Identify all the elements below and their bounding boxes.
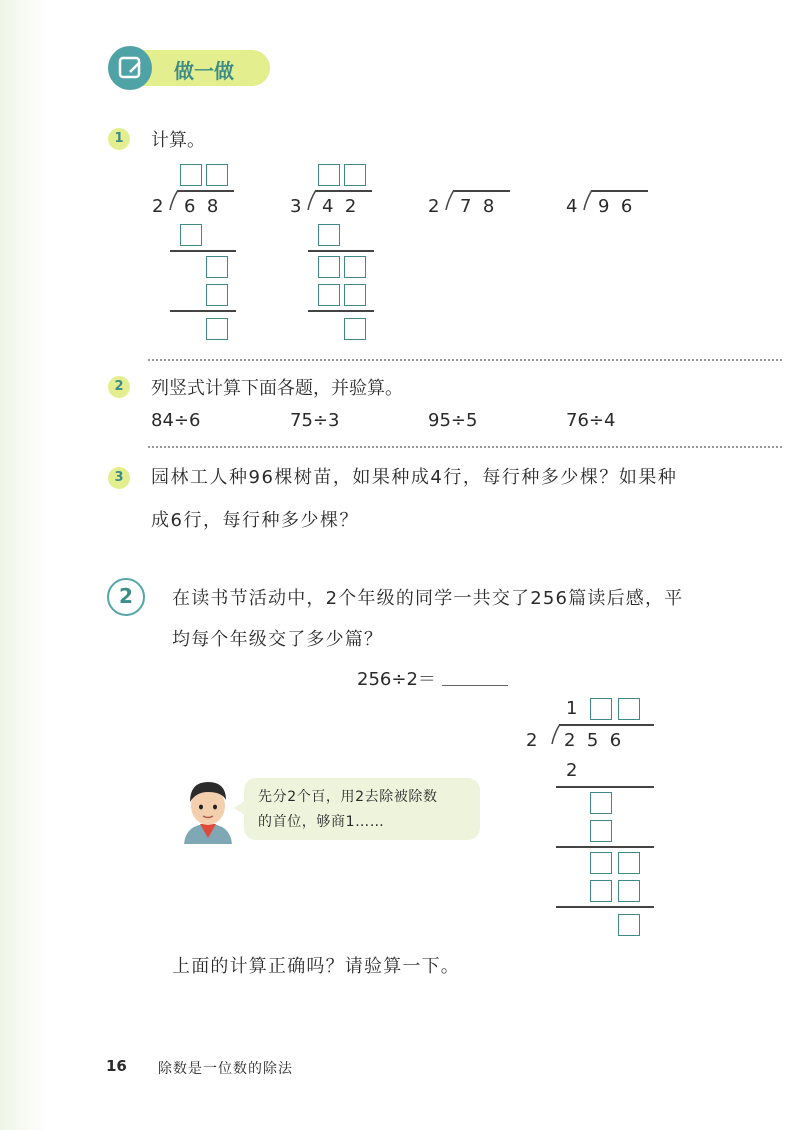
- bubble-line2: 的首位，够商1……: [258, 814, 385, 830]
- q3-line1: 园林工人种96棵树苗，如果种成4行，每行种多少棵？如果种: [151, 467, 678, 488]
- answer-box[interactable]: [206, 318, 228, 340]
- subtraction-line: [556, 786, 654, 788]
- question-number-2: 2: [108, 376, 130, 398]
- answer-box[interactable]: [590, 792, 612, 814]
- section-header: [108, 46, 272, 90]
- dotted-divider: [148, 446, 782, 448]
- answer-box[interactable]: [618, 914, 640, 936]
- answer-box[interactable]: [180, 164, 202, 186]
- subtraction-line: [308, 250, 374, 252]
- chapter-title: 除数是一位数的除法: [158, 1061, 293, 1077]
- dividend: 9 6: [598, 196, 633, 217]
- answer-box[interactable]: [590, 880, 612, 902]
- q2-item: 95÷5: [428, 410, 478, 431]
- ex2-line2: 均每个年级交了多少篇？: [172, 629, 384, 650]
- subtraction-line: [170, 250, 236, 252]
- divisor: 2: [152, 196, 164, 217]
- page-number: 16: [106, 1057, 127, 1075]
- boy-avatar: [178, 772, 238, 844]
- answer-box[interactable]: [180, 224, 202, 246]
- bracket-line: [592, 190, 648, 192]
- equation: 256÷2＝: [357, 669, 436, 690]
- dotted-divider: [148, 359, 782, 361]
- check-prompt: 上面的计算正确吗？请验算一下。: [172, 956, 460, 977]
- answer-box[interactable]: [590, 698, 612, 720]
- subtraction-line: [556, 846, 654, 848]
- answer-box[interactable]: [590, 852, 612, 874]
- q2-item: 76÷4: [566, 410, 616, 431]
- edit-icon: [108, 46, 152, 90]
- question-number-3: 3: [108, 467, 130, 489]
- long-division-256: [524, 694, 664, 944]
- speech-bubble: [244, 778, 480, 840]
- answer-box[interactable]: [590, 820, 612, 842]
- header-title: 做一做: [174, 59, 234, 83]
- division-bracket: [550, 724, 564, 744]
- bracket-line: [316, 190, 372, 192]
- dividend: 7 8: [460, 196, 495, 217]
- division-bracket: [306, 190, 320, 210]
- bracket-line: [454, 190, 510, 192]
- division-problem-4: [564, 160, 664, 220]
- q1-text: 计算。: [151, 130, 205, 151]
- subtraction-line: [170, 310, 236, 312]
- answer-box[interactable]: [318, 164, 340, 186]
- division-problem-1: [150, 160, 250, 345]
- header-icon-circle: [108, 46, 152, 90]
- divisor: 2: [428, 196, 440, 217]
- answer-box[interactable]: [618, 880, 640, 902]
- q3-line2: 成6行，每行种多少棵？: [151, 510, 359, 531]
- divisor: 2: [526, 730, 538, 751]
- bubble-tail: [234, 800, 246, 816]
- answer-blank[interactable]: [442, 685, 508, 686]
- example-number-2: 2: [107, 578, 145, 616]
- division-bracket: [444, 190, 458, 210]
- answer-box[interactable]: [344, 256, 366, 278]
- division-problem-3: [426, 160, 526, 220]
- division-problem-2: [288, 160, 388, 345]
- dividend: 4 2: [322, 196, 357, 217]
- answer-box[interactable]: [618, 852, 640, 874]
- answer-box[interactable]: [344, 284, 366, 306]
- page-edge-tint: [0, 0, 46, 1130]
- answer-box[interactable]: [206, 284, 228, 306]
- q2-item: 84÷6: [151, 410, 201, 431]
- question-number-1: 1: [108, 128, 130, 150]
- bracket-line: [560, 724, 654, 726]
- dividend: 6 8: [184, 196, 219, 217]
- answer-box[interactable]: [318, 284, 340, 306]
- division-bracket: [168, 190, 182, 210]
- subtraction-line: [308, 310, 374, 312]
- boy-illustration: [178, 772, 238, 844]
- answer-box[interactable]: [318, 224, 340, 246]
- division-bracket: [582, 190, 596, 210]
- answer-box[interactable]: [344, 164, 366, 186]
- answer-box[interactable]: [618, 698, 640, 720]
- ex2-line1: 在读书节活动中，2个年级的同学一共交了256篇读后感，平: [172, 588, 684, 609]
- subtraction-line: [556, 906, 654, 908]
- q2-text: 列竖式计算下面各题，并验算。: [151, 378, 403, 399]
- bubble-line1: 先分2个百，用2去除被除数: [258, 789, 438, 805]
- answer-box[interactable]: [206, 164, 228, 186]
- dividend: 2 5 6: [564, 730, 622, 751]
- answer-box[interactable]: [344, 318, 366, 340]
- divisor: 3: [290, 196, 302, 217]
- bracket-line: [178, 190, 234, 192]
- q2-item: 75÷3: [290, 410, 340, 431]
- answer-box[interactable]: [318, 256, 340, 278]
- first-product: 2: [566, 760, 578, 781]
- quotient-digit: 1: [566, 698, 578, 719]
- divisor: 4: [566, 196, 578, 217]
- answer-box[interactable]: [206, 256, 228, 278]
